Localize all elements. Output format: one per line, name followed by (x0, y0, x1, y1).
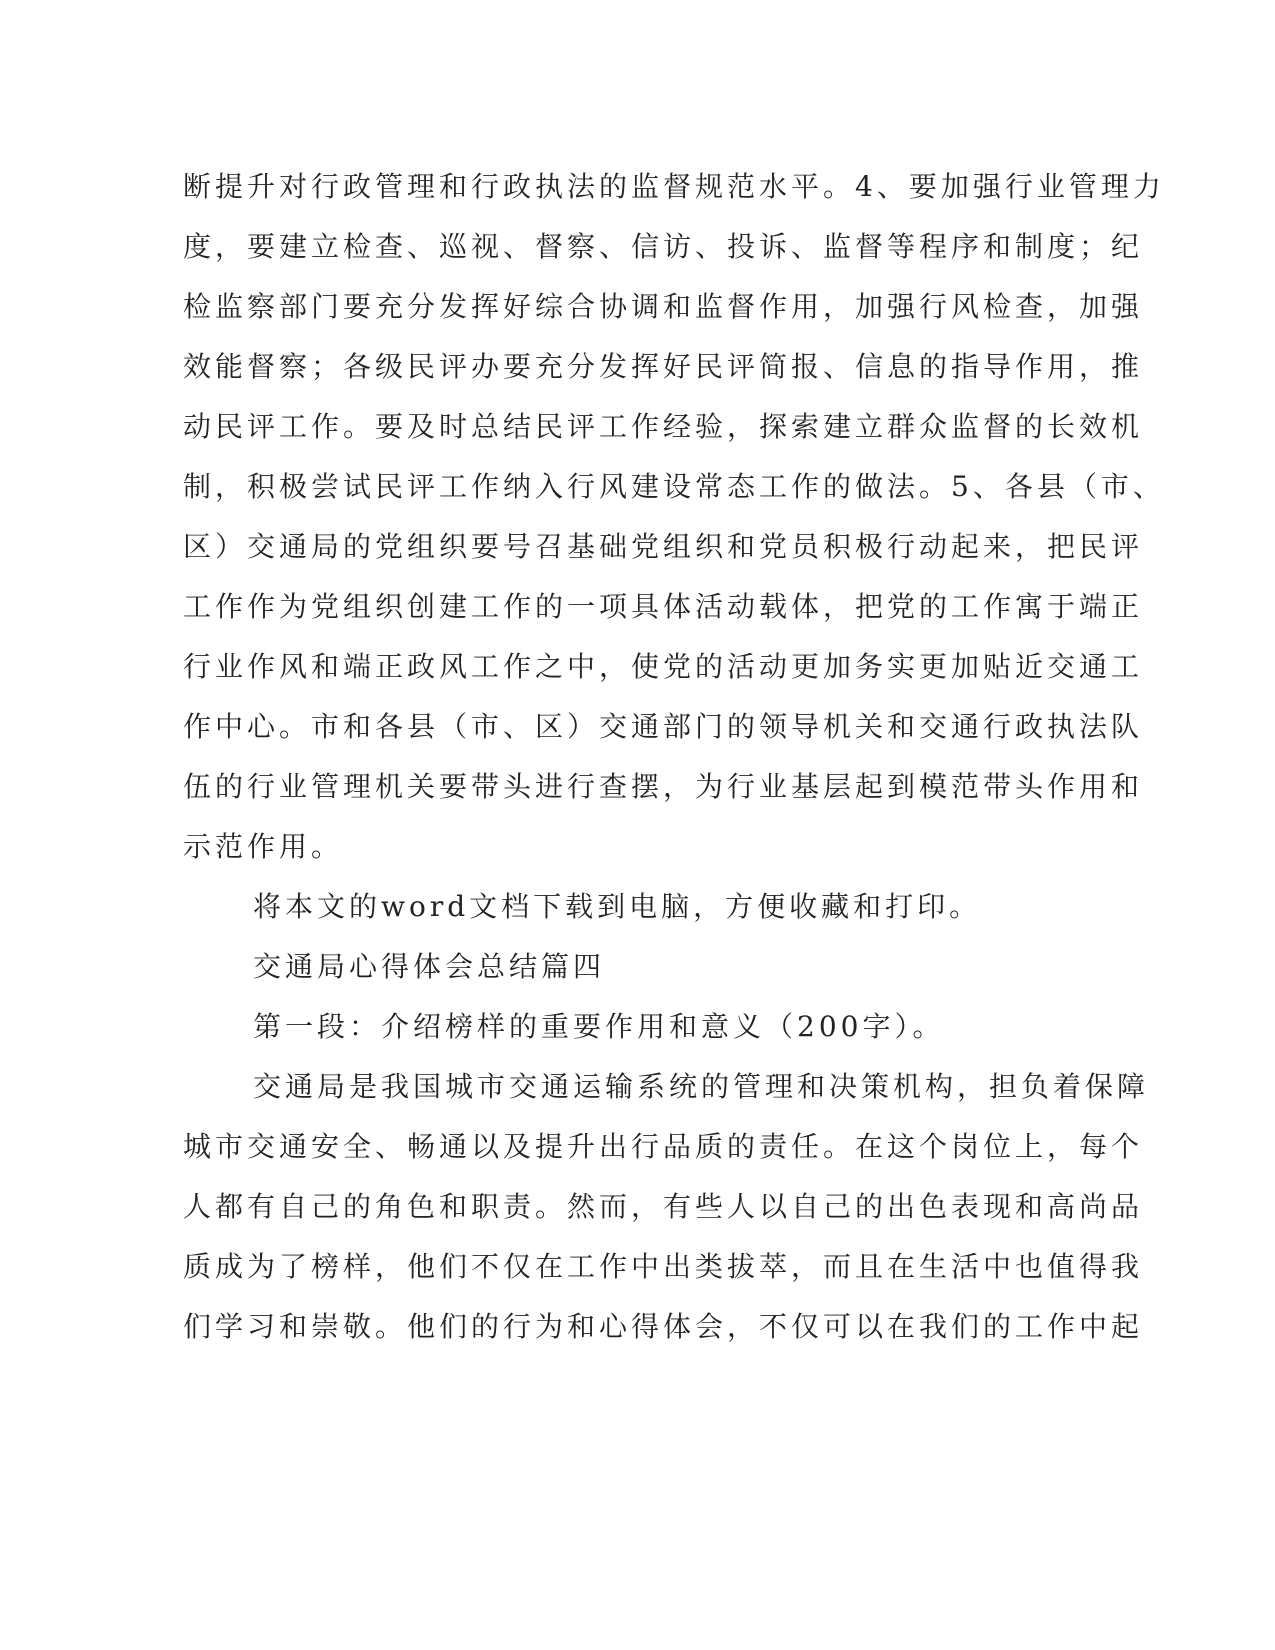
text-line: 效能督察；各级民评办要充分发挥好民评简报、信息的指导作用，推 (183, 350, 1144, 383)
text-line: 们学习和崇敬。他们的行为和心得体会，不仅可以在我们的工作中起 (183, 1310, 1144, 1343)
text-line: 制，积极尝试民评工作纳入行风建设常态工作的做法。5、各县（市、 (183, 470, 1165, 503)
subsection-heading: 第一段：介绍榜样的重要作用和意义（200字）。 (253, 1010, 945, 1043)
text-line: 动民评工作。要及时总结民评工作经验，探索建立群众监督的长效机 (183, 410, 1144, 443)
text-line: 城市交通安全、畅通以及提升出行品质的责任。在这个岗位上，每个 (183, 1130, 1144, 1163)
section-heading: 交通局心得体会总结篇四 (253, 950, 606, 983)
text-line: 度，要建立检查、巡视、督察、信访、投诉、监督等程序和制度；纪 (183, 230, 1144, 263)
text-line: 工作作为党组织创建工作的一项具体活动载体，把党的工作寓于端正 (183, 590, 1144, 623)
text-line: 人都有自己的角色和职责。然而，有些人以自己的出色表现和高尚品 (183, 1190, 1144, 1223)
text-line: 作中心。市和各县（市、区）交通部门的领导机关和交通行政执法队 (183, 710, 1144, 743)
text-line: 区）交通局的党组织要号召基础党组织和党员积极行动起来，把民评 (183, 530, 1144, 563)
text-line: 示范作用。 (183, 830, 344, 863)
text-line: 交通局是我国城市交通运输系统的管理和决策机构，担负着保障 (253, 1070, 1150, 1103)
text-line: 行业作风和端正政风工作之中，使党的活动更加务实更加贴近交通工 (183, 650, 1144, 683)
text-line: 检监察部门要充分发挥好综合协调和监督作用，加强行风检查，加强 (183, 290, 1144, 323)
text-line: 断提升对行政管理和行政执法的监督规范水平。4、要加强行业管理力 (183, 170, 1165, 203)
text-line: 伍的行业管理机关要带头进行查摆，为行业基层起到模范带头作用和 (183, 770, 1144, 803)
download-note: 将本文的word文档下载到电脑，方便收藏和打印。 (253, 890, 982, 923)
document-body (183, 157, 1165, 1357)
text-line: 质成为了榜样，他们不仅在工作中出类拔萃，而且在生活中也值得我 (183, 1250, 1144, 1283)
